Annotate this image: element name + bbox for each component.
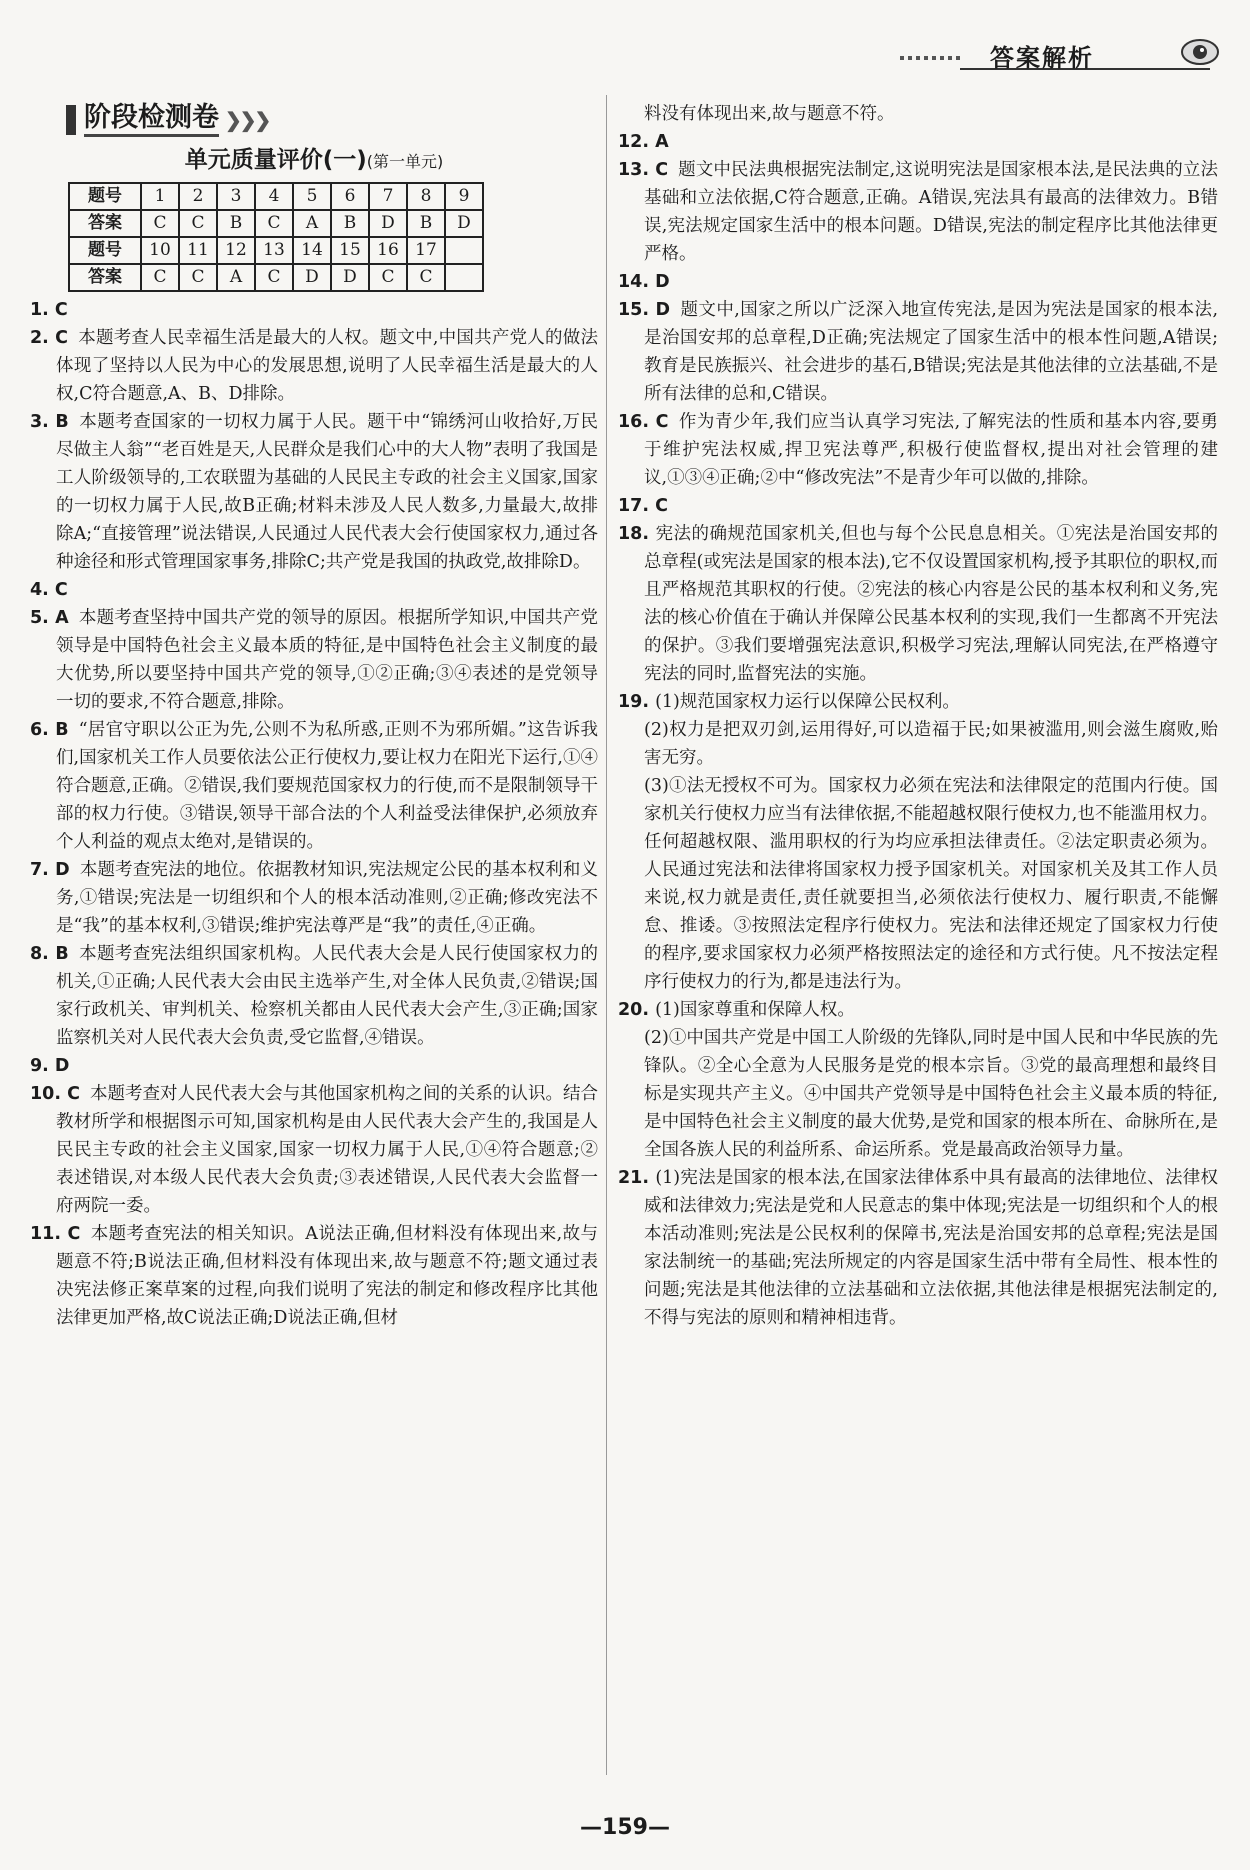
answer-item	[30, 576, 598, 604]
item-number: 19.	[618, 692, 656, 712]
item-explanation: 本题考查宪法组织国家机构。人民代表大会是人民行使国家权力的机关,①正确;人民代表大会由民主选举产生,对全体人民负责,②错误;国家行政机关、审判机关、检察机关都由人民代表大会产生,③正确;国家监察机关对人民代表大会负责,受它监督,④错误。	[56, 944, 598, 1048]
table-cell: 6	[331, 183, 369, 210]
section-heading	[66, 100, 598, 140]
item-explanation: 本题考查人民幸福生活是最大的人权。题文中,中国共产党人的做法体现了坚持以人民为中心的发展思想,说明了人民幸福生活是最大的人权,C符合题意,A、B、D排除。	[56, 328, 599, 404]
item-number: 18.	[618, 524, 656, 544]
table-cell: 10	[141, 237, 179, 264]
table-cell: D	[293, 264, 331, 291]
item-explanation: (2)权力是把双刃剑,运用得好,可以造福于民;如果被滥用,则会滋生腐败,贻害无穷。	[644, 720, 1218, 768]
item-number: 1.	[30, 300, 55, 320]
item-answer: D	[54, 1056, 70, 1076]
item-answer: D	[655, 300, 671, 320]
table-cell: 7	[369, 183, 407, 210]
table-cell: D	[445, 210, 483, 237]
table-cell: C	[255, 210, 293, 237]
answer-item	[618, 156, 1218, 268]
item-number: 15.	[618, 300, 656, 320]
row-label: 题号	[69, 237, 141, 264]
answer-item	[30, 1220, 598, 1332]
item-explanation: 题文中民法典根据宪法制定,这说明宪法是国家根本法,是民法典的立法基础和立法依据,C符合题意,正确。A错误,宪法具有最高的法律效力。B错误,宪法规定国家生活中的根本问题。D错误,宪法的制定程序比其他法律更严格。	[644, 160, 1219, 264]
unit-title	[30, 146, 598, 176]
left-items	[30, 296, 598, 1332]
table-cell: 13	[255, 237, 293, 264]
item-number: 4.	[30, 580, 55, 600]
item-explanation: 本题考查宪法的相关知识。A说法正确,但材料没有体现出来,故与题意不符;B说法正确,但材料没有体现出来,故与题意不符;题文通过表决宪法修正案草案的过程,向我们说明了宪法的制定和修改程序比其他法律更加严格,故C说法正确;D说法正确,但材	[56, 1224, 599, 1328]
row-label: 答案	[69, 264, 141, 291]
item-explanation: 作为青少年,我们应当认真学习宪法,了解宪法的性质和基本内容,要勇于维护宪法权威,捍卫宪法尊严,积极行使监督权,提出对社会管理的建议,①③④正确;②中“修改宪法”不是青少年可以做的,排除。	[644, 412, 1219, 488]
item-answer: B	[55, 720, 69, 740]
answer-item	[30, 1052, 598, 1080]
item-number: 2.	[30, 328, 56, 348]
table-cell: D	[369, 210, 407, 237]
answer-table	[68, 182, 484, 292]
item-number: 11.	[30, 1224, 68, 1244]
item-number: 21.	[618, 1168, 656, 1188]
table-cell: 2	[179, 183, 217, 210]
answer-item	[618, 1024, 1218, 1164]
row-label: 答案	[69, 210, 141, 237]
table-cell: A	[217, 264, 255, 291]
item-explanation: 本题考查宪法的地位。依据教材知识,宪法规定公民的基本权利和义务,①错误;宪法是一切组织和个人的根本活动准则,②正确;修改宪法不是“我”的基本权利,③错误;维护宪法尊严是“我”的责任,④正确。	[56, 860, 599, 936]
answer-row	[69, 264, 483, 291]
answer-row	[69, 210, 483, 237]
item-answer: C	[655, 412, 669, 432]
table-cell: 14	[293, 237, 331, 264]
item-number: 3.	[30, 412, 56, 432]
answer-item	[30, 1080, 598, 1220]
chevrons-icon: ❯❯❯	[225, 108, 270, 132]
item-answer: C	[655, 496, 668, 516]
item-explanation: 本题考查对人民代表大会与其他国家机构之间的关系的认识。结合教材所学和根据图示可知,国家机构是由人民代表大会产生的,我国是人民民主专政的社会主义国家,国家一切权力属于人民,①④符合题意;②表述错误,对本级人民代表大会负责;③表述错误,人民代表大会监督一府两院一委。	[56, 1084, 599, 1216]
item-answer: A	[55, 608, 69, 628]
answer-item	[618, 296, 1218, 408]
page-number: —159—	[580, 1815, 670, 1840]
header-label: 答案解析	[990, 44, 1094, 72]
table-cell: 3	[217, 183, 255, 210]
table-cell: 8	[407, 183, 445, 210]
item-number: 9.	[30, 1056, 55, 1076]
answer-item	[618, 688, 1218, 716]
header-dash-decoration	[900, 56, 960, 60]
item-explanation: (1)规范国家权力运行以保障公民权利。	[655, 692, 960, 712]
table-cell: B	[217, 210, 255, 237]
item-answer: D	[55, 860, 70, 880]
page-header	[900, 38, 1220, 78]
answer-item	[618, 268, 1218, 296]
item-number: 16.	[618, 412, 656, 432]
answer-item	[618, 520, 1218, 688]
answer-item	[618, 492, 1218, 520]
answer-item	[618, 772, 1218, 996]
item-answer: D	[655, 272, 670, 292]
item-explanation: (2)①中国共产党是中国工人阶级的先锋队,同时是中国人民和中华民族的先锋队。②全心全意为人民服务是党的根本宗旨。③党的最高理想和最终目标是实现共产主义。④中国共产党领导是中国特色社会主义最本质的特征,是中国特色社会主义制度的最大优势,是党和国家的根本所在、命脉所在,是全国各族人民的利益所系、命运所系。党是最高政治领导力量。	[644, 1028, 1218, 1160]
right-column	[618, 100, 1218, 1332]
table-cell: 1	[141, 183, 179, 210]
table-cell: 12	[217, 237, 255, 264]
item-number: 8.	[30, 944, 56, 964]
item-explanation: (1)国家尊重和保障人权。	[655, 1000, 855, 1020]
table-cell: 5	[293, 183, 331, 210]
answer-item	[618, 716, 1218, 772]
table-cell: C	[369, 264, 407, 291]
row-label: 题号	[69, 183, 141, 210]
unit-title-sub: (第一单元)	[366, 152, 444, 171]
item-explanation: 题文中,国家之所以广泛深入地宣传宪法,是因为宪法是国家的根本法,是治国安邦的总章程,D正确;宪法规定了国家生活中的根本性问题,A错误;教育是民族振兴、社会进步的基石,B错误;宪法是其他法律的立法基础,不是所有法律的总和,C错误。	[644, 300, 1219, 404]
item-explanation: 料没有体现出来,故与题意不符。	[644, 104, 895, 124]
table-cell: 15	[331, 237, 369, 264]
answer-item	[30, 408, 598, 576]
item-answer: C	[54, 580, 68, 600]
item-number: 13.	[618, 160, 656, 180]
table-cell: C	[179, 264, 217, 291]
column-divider	[606, 95, 607, 1775]
item-answer: C	[54, 300, 68, 320]
table-cell: 17	[407, 237, 445, 264]
table-cell: C	[407, 264, 445, 291]
table-cell: C	[179, 210, 217, 237]
item-answer: A	[655, 132, 669, 152]
section-title: 阶段检测卷	[84, 104, 219, 137]
table-cell: B	[331, 210, 369, 237]
table-cell: 16	[369, 237, 407, 264]
answer-item	[618, 408, 1218, 492]
answer-item	[618, 128, 1218, 156]
item-answer: B	[55, 412, 69, 432]
question-row	[69, 237, 483, 264]
item-answer: C	[67, 1084, 80, 1104]
table-cell: 9	[445, 183, 483, 210]
item-answer: C	[655, 160, 669, 180]
answer-item	[618, 996, 1218, 1024]
item-answer: B	[55, 944, 69, 964]
left-column	[30, 100, 598, 1332]
item-number: 12.	[618, 132, 656, 152]
item-number: 5.	[30, 608, 56, 628]
item-answer: C	[67, 1224, 81, 1244]
answer-item	[30, 856, 598, 940]
table-cell	[445, 264, 483, 291]
section-bar-decoration	[66, 105, 76, 135]
answer-item	[30, 324, 598, 408]
unit-title-main: 单元质量评价(一)	[184, 147, 367, 173]
item-explanation: “居官守职以公正为先,公则不为私所惑,正则不为邪所媚。”这告诉我们,国家机关工作人员要依法公正行使权力,要让权力在阳光下运行,①④符合题意,正确。②错误,我们要规范国家权力的行使,而不是限制领导干部的权力行使。③错误,领导干部合法的个人利益受法律保护,必须放弃个人利益的观点太绝对,是错误的。	[56, 720, 598, 852]
item-explanation: 本题考查国家的一切权力属于人民。题干中“锦绣河山收拾好,万民尽做主人翁”“老百姓是天,人民群众是我们心中的大人物”表明了我国是工人阶级领导的,工农联盟为基础的人民民主专政的社会主义国家,国家的一切权力属于人民,故B正确;材料未涉及人民人数多,力量最大,故排除A;“直接管理”说法错误,人民通过人民代表大会行使国家权力,通过各种途径和形式管理国家事务,排除C;共产党是我国的执政党,故排除D。	[56, 412, 599, 572]
item-explanation: (3)①法无授权不可为。国家权力必须在宪法和法律限定的范围内行使。国家机关行使权力应当有法律依据,不能超越权限行使权力,也不能滥用权力。任何超越权限、滥用职权的行为均应承担法律责任。②法定职责必须为。人民通过宪法和法律将国家权力授予国家机关。对国家机关及其工作人员来说,权力就是责任,责任就要担当,必须依法行使权力、履行职责,不能懈怠、推诿。③按照法定程序行使权力。宪法和法律还规定了国家权力行使的程序,要求国家权力必须严格按照法定的途径和方式行使。凡不按法定程序行使权力的行为,都是违法行为。	[644, 776, 1218, 992]
item-explanation: 本题考查坚持中国共产党的领导的原因。根据所学知识,中国共产党领导是中国特色社会主义最本质的特征,是中国特色社会主义制度的最大优势,所以要坚持中国共产党的领导,①②正确;③④表述的是党领导一切的要求,不符合题意,排除。	[56, 608, 599, 712]
item-explanation: 宪法的确规范国家机关,但也与每个公民息息相关。①宪法是治国安邦的总章程(或宪法是国家的根本法),它不仅设置国家机构,授予其职位的职权,而且严格规范其职权的行使。②宪法的核心内容是公民的基本权利和义务,宪法的核心价值在于确认并保障公民基本权利的实现,我们一生都离不开宪法的保护。③我们要增强宪法意识,积极学习宪法,理解认同宪法,在严格遵守宪法的同时,监督宪法的实施。	[644, 524, 1219, 684]
table-cell	[445, 237, 483, 264]
answer-item	[30, 604, 598, 716]
right-items	[618, 100, 1218, 1332]
item-explanation: (1)宪法是国家的根本法,在国家法律体系中具有最高的法律地位、法律权威和法律效力;宪法是党和人民意志的集中体现;宪法是一切组织和个人的根本活动准则;宪法是公民权利的保障书,宪法是治国安邦的总章程;宪法是国家法制统一的基础;宪法所规定的内容是国家生活中带有全局性、根本性的问题;宪法是其他法律的立法基础和立法依据,其他法律是根据宪法制定的,不得与宪法的原则和精神相违背。	[644, 1168, 1219, 1328]
item-number: 6.	[30, 720, 56, 740]
table-cell: 4	[255, 183, 293, 210]
table-cell: 11	[179, 237, 217, 264]
item-number: 10.	[30, 1084, 68, 1104]
answer-item	[30, 296, 598, 324]
item-number: 20.	[618, 1000, 656, 1020]
answer-item	[618, 100, 1218, 128]
eye-logo-icon	[1180, 36, 1220, 68]
table-cell: A	[293, 210, 331, 237]
table-cell: B	[407, 210, 445, 237]
table-cell: D	[331, 264, 369, 291]
answer-item	[30, 940, 598, 1052]
table-cell: C	[141, 264, 179, 291]
question-row	[69, 183, 483, 210]
answer-item	[618, 1164, 1218, 1332]
item-number: 17.	[618, 496, 656, 516]
item-number: 7.	[30, 860, 56, 880]
item-number: 14.	[618, 272, 656, 292]
answer-item	[30, 716, 598, 856]
table-cell: C	[255, 264, 293, 291]
table-cell: C	[141, 210, 179, 237]
item-answer: C	[55, 328, 68, 348]
